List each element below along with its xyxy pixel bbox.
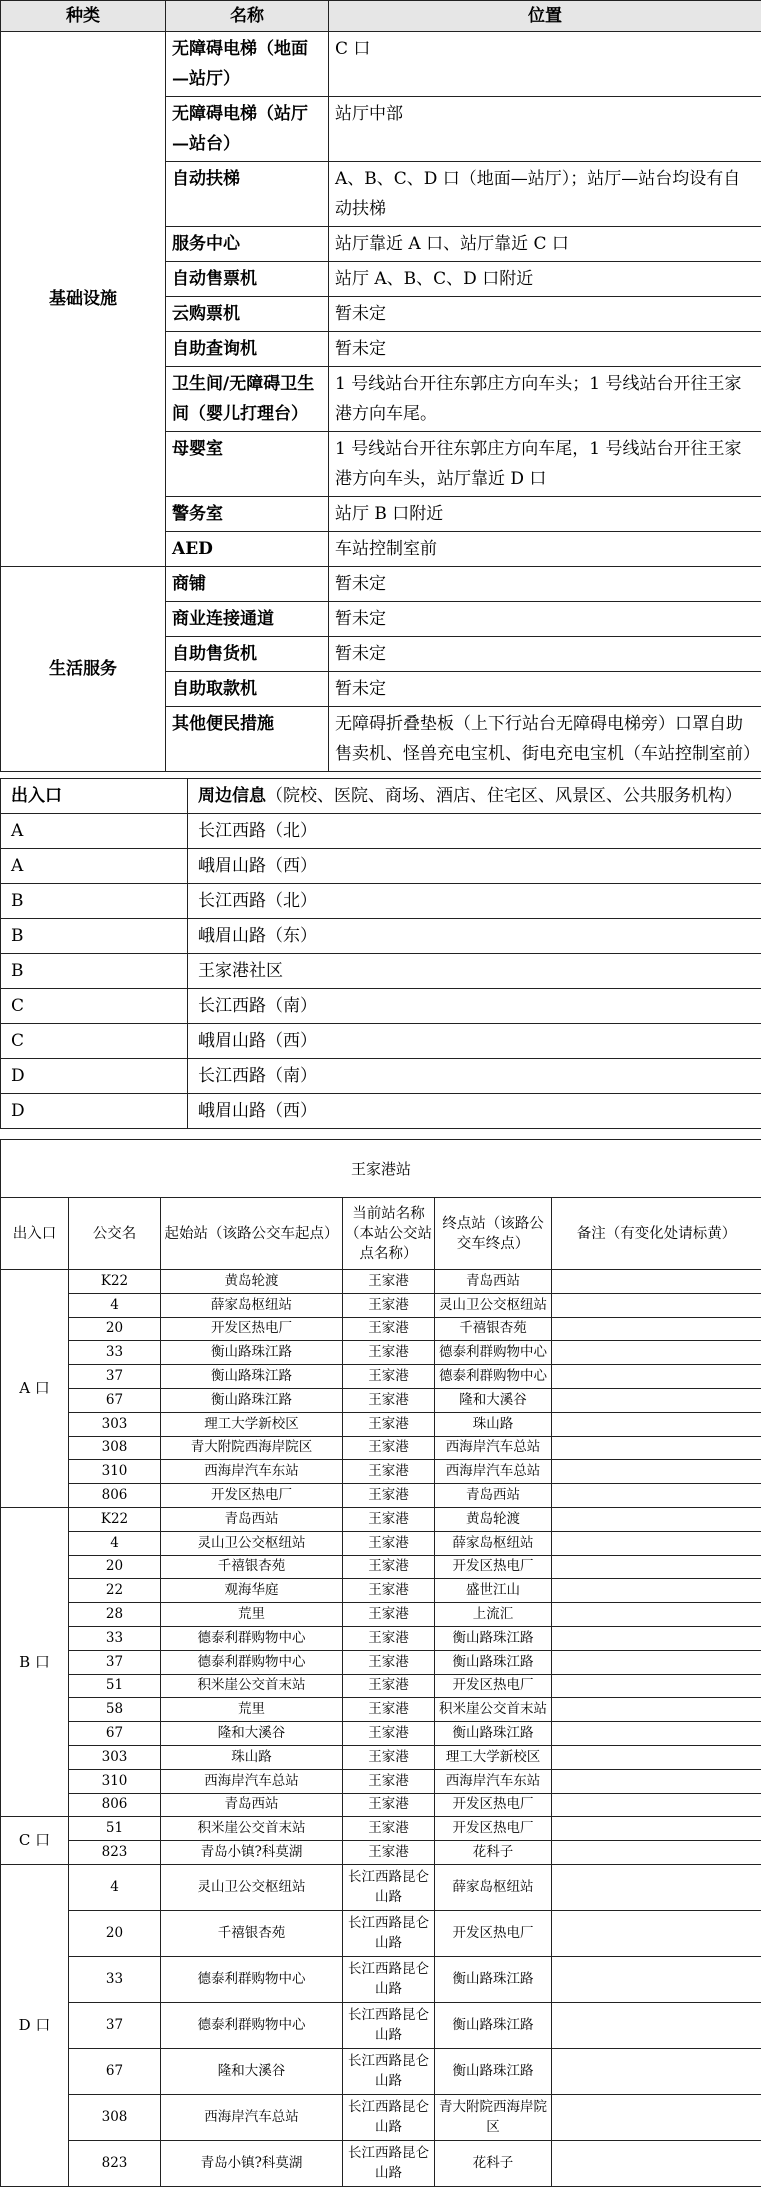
surroundings-exit: B xyxy=(1,919,188,954)
bus-line: 67 xyxy=(69,2048,161,2094)
bus-end: 盛世江山 xyxy=(435,1579,552,1603)
bus-row xyxy=(1,1698,761,1722)
bus-note xyxy=(552,1484,761,1508)
surroundings-info: 峨眉山路（西） xyxy=(188,1094,761,1129)
header-name: 名称 xyxy=(166,1,329,32)
bus-current: 王家港 xyxy=(343,1769,435,1793)
bus-current: 王家港 xyxy=(343,1341,435,1365)
bus-row xyxy=(1,2140,761,2186)
bus-line: 4 xyxy=(69,1864,161,1910)
bus-exit: C 口 xyxy=(1,1817,69,1865)
bus-row xyxy=(1,1270,761,1294)
bus-line: 308 xyxy=(69,2094,161,2140)
surroundings-row xyxy=(1,849,761,884)
surroundings-row xyxy=(1,1059,761,1094)
bus-exit: B 口 xyxy=(1,1507,69,1816)
facility-location: 站厅 A、B、C、D 口附近 xyxy=(329,262,761,297)
bus-start: 黄岛轮渡 xyxy=(161,1270,343,1294)
surroundings-table xyxy=(0,778,761,1129)
bus-start: 青岛西站 xyxy=(161,1793,343,1817)
facility-row xyxy=(1,32,761,97)
surroundings-info: 峨眉山路（东） xyxy=(188,919,761,954)
bus-row xyxy=(1,1484,761,1508)
bus-current: 王家港 xyxy=(343,1436,435,1460)
bus-row xyxy=(1,1365,761,1389)
facility-name: 其他便民措施 xyxy=(166,707,329,772)
surroundings-row xyxy=(1,989,761,1024)
bus-row xyxy=(1,1674,761,1698)
bus-end: 衡山路珠江路 xyxy=(435,2002,552,2048)
bus-end: 青岛西站 xyxy=(435,1484,552,1508)
bus-start: 珠山路 xyxy=(161,1745,343,1769)
bus-line: 37 xyxy=(69,2002,161,2048)
header-info xyxy=(188,779,761,814)
bus-end: 开发区热电厂 xyxy=(435,1817,552,1841)
bus-row xyxy=(1,1388,761,1412)
bus-line: 33 xyxy=(69,1956,161,2002)
bus-row xyxy=(1,1793,761,1817)
bus-current: 王家港 xyxy=(343,1555,435,1579)
bus-note xyxy=(552,2094,761,2140)
bus-note xyxy=(552,1793,761,1817)
surroundings-row xyxy=(1,954,761,989)
surroundings-info: 长江西路（北） xyxy=(188,814,761,849)
facility-location: 无障碍折叠垫板（上下行站台无障碍电梯旁）口罩自助售卖机、怪兽充电宝机、街电充电宝机（车站控制室前） xyxy=(329,707,761,772)
bus-start: 荒里 xyxy=(161,1698,343,1722)
bus-end: 花科子 xyxy=(435,1841,552,1865)
bus-start: 青岛西站 xyxy=(161,1507,343,1531)
bus-start: 青岛小镇?科莫湖 xyxy=(161,1841,343,1865)
surroundings-exit: A xyxy=(1,849,188,884)
facility-location: 暂未定 xyxy=(329,297,761,332)
bus-start: 千禧银杏苑 xyxy=(161,1555,343,1579)
bus-row xyxy=(1,1956,761,2002)
surroundings-exit: C xyxy=(1,989,188,1024)
bus-note xyxy=(552,2140,761,2186)
facilities-table xyxy=(0,0,761,772)
bus-note xyxy=(552,1436,761,1460)
bus-row xyxy=(1,1841,761,1865)
bus-start: 观海华庭 xyxy=(161,1579,343,1603)
bus-end: 西海岸汽车东站 xyxy=(435,1769,552,1793)
bus-row xyxy=(1,1555,761,1579)
bus-current: 王家港 xyxy=(343,1674,435,1698)
bus-row xyxy=(1,1579,761,1603)
surroundings-exit: C xyxy=(1,1024,188,1059)
bus-row xyxy=(1,1341,761,1365)
surroundings-info: 长江西路（南） xyxy=(188,989,761,1024)
bus-start: 青岛小镇?科莫湖 xyxy=(161,2140,343,2186)
bus-row xyxy=(1,1507,761,1531)
header-info-title: 周边信息 xyxy=(198,786,266,806)
bus-current: 王家港 xyxy=(343,1484,435,1508)
bus-current: 长江西路昆仑山路 xyxy=(343,2094,435,2140)
bus-start: 西海岸汽车总站 xyxy=(161,1769,343,1793)
bus-end: 青岛西站 xyxy=(435,1270,552,1294)
bus-note xyxy=(552,1769,761,1793)
facility-name: 服务中心 xyxy=(166,227,329,262)
facility-name: 自助查询机 xyxy=(166,332,329,367)
bus-line: 823 xyxy=(69,1841,161,1865)
bus-note xyxy=(552,1722,761,1746)
bus-header-exit: 出入口 xyxy=(1,1198,69,1270)
bus-start: 衡山路珠江路 xyxy=(161,1341,343,1365)
bus-start: 灵山卫公交枢纽站 xyxy=(161,1864,343,1910)
bus-end: 青大附院西海岸院区 xyxy=(435,2094,552,2140)
header-category: 种类 xyxy=(1,1,166,32)
bus-row xyxy=(1,1769,761,1793)
facility-name: 无障碍电梯（地面—站厅） xyxy=(166,32,329,97)
facility-location: 车站控制室前 xyxy=(329,532,761,567)
bus-start: 德泰利群购物中心 xyxy=(161,1650,343,1674)
bus-header-end: 终点站（该路公交车终点） xyxy=(435,1198,552,1270)
bus-row xyxy=(1,2048,761,2094)
facility-name: 母婴室 xyxy=(166,432,329,497)
bus-end: 西海岸汽车总站 xyxy=(435,1460,552,1484)
bus-note xyxy=(552,1388,761,1412)
bus-start: 衡山路珠江路 xyxy=(161,1388,343,1412)
facility-name: 云购票机 xyxy=(166,297,329,332)
bus-start: 理工大学新校区 xyxy=(161,1412,343,1436)
facility-name: 自助取款机 xyxy=(166,672,329,707)
surroundings-row xyxy=(1,814,761,849)
bus-row xyxy=(1,1817,761,1841)
bus-current: 王家港 xyxy=(343,1507,435,1531)
bus-line: 22 xyxy=(69,1579,161,1603)
bus-current: 长江西路昆仑山路 xyxy=(343,2140,435,2186)
bus-start: 隆和大溪谷 xyxy=(161,2048,343,2094)
bus-line: 33 xyxy=(69,1626,161,1650)
bus-start: 开发区热电厂 xyxy=(161,1317,343,1341)
surroundings-info: 峨眉山路（西） xyxy=(188,849,761,884)
bus-end: 黄岛轮渡 xyxy=(435,1507,552,1531)
bus-line: 806 xyxy=(69,1793,161,1817)
facility-name: 商铺 xyxy=(166,567,329,602)
bus-end: 灵山卫公交枢纽站 xyxy=(435,1293,552,1317)
bus-row xyxy=(1,1864,761,1910)
bus-note xyxy=(552,1603,761,1627)
bus-current: 王家港 xyxy=(343,1317,435,1341)
bus-line: 20 xyxy=(69,1317,161,1341)
bus-note xyxy=(552,1365,761,1389)
bus-line: 4 xyxy=(69,1293,161,1317)
bus-line: 33 xyxy=(69,1341,161,1365)
bus-row xyxy=(1,1436,761,1460)
bus-end: 千禧银杏苑 xyxy=(435,1317,552,1341)
bus-start: 青大附院西海岸院区 xyxy=(161,1436,343,1460)
header-exit: 出入口 xyxy=(1,779,188,814)
bus-line: 58 xyxy=(69,1698,161,1722)
bus-row xyxy=(1,1626,761,1650)
bus-current: 王家港 xyxy=(343,1745,435,1769)
bus-line: 303 xyxy=(69,1745,161,1769)
surroundings-info: 王家港社区 xyxy=(188,954,761,989)
bus-note xyxy=(552,1841,761,1865)
bus-start: 开发区热电厂 xyxy=(161,1484,343,1508)
bus-current: 王家港 xyxy=(343,1603,435,1627)
bus-line: K22 xyxy=(69,1507,161,1531)
facility-category: 基础设施 xyxy=(1,32,166,567)
bus-note xyxy=(552,1531,761,1555)
surroundings-exit: D xyxy=(1,1094,188,1129)
bus-current: 长江西路昆仑山路 xyxy=(343,1910,435,1956)
facility-name: 自助售货机 xyxy=(166,637,329,672)
facility-name: 卫生间/无障碍卫生间（婴儿打理台） xyxy=(166,367,329,432)
bus-note xyxy=(552,1745,761,1769)
bus-note xyxy=(552,1698,761,1722)
bus-note xyxy=(552,1674,761,1698)
bus-row xyxy=(1,1293,761,1317)
facility-row xyxy=(1,567,761,602)
bus-line: 37 xyxy=(69,1365,161,1389)
bus-start: 西海岸汽车总站 xyxy=(161,2094,343,2140)
bus-end: 隆和大溪谷 xyxy=(435,1388,552,1412)
bus-current: 王家港 xyxy=(343,1270,435,1294)
header-info-sub: （院校、医院、商场、酒店、住宅区、风景区、公共服务机构） xyxy=(266,786,742,806)
bus-current: 王家港 xyxy=(343,1626,435,1650)
bus-line: 67 xyxy=(69,1722,161,1746)
bus-line: 823 xyxy=(69,2140,161,2186)
facility-location: A、B、C、D 口（地面—站厅）；站厅—站台均设有自动扶梯 xyxy=(329,162,761,227)
bus-end: 开发区热电厂 xyxy=(435,1910,552,1956)
surroundings-info: 峨眉山路（西） xyxy=(188,1024,761,1059)
facility-location: 1 号线站台开往东郭庄方向车头；1 号线站台开往王家港方向车尾。 xyxy=(329,367,761,432)
bus-row xyxy=(1,1910,761,1956)
facility-name: 自动扶梯 xyxy=(166,162,329,227)
bus-row xyxy=(1,1460,761,1484)
bus-note xyxy=(552,1956,761,2002)
surroundings-row xyxy=(1,919,761,954)
surroundings-row xyxy=(1,1094,761,1129)
bus-note xyxy=(552,1412,761,1436)
surroundings-exit: D xyxy=(1,1059,188,1094)
bus-note xyxy=(552,1910,761,1956)
bus-line: 308 xyxy=(69,1436,161,1460)
facility-location: 站厅中部 xyxy=(329,97,761,162)
facility-name: 警务室 xyxy=(166,497,329,532)
bus-start: 薛家岛枢纽站 xyxy=(161,1293,343,1317)
surroundings-row xyxy=(1,1024,761,1059)
bus-note xyxy=(552,1507,761,1531)
bus-start: 西海岸汽车东站 xyxy=(161,1460,343,1484)
bus-start: 德泰利群购物中心 xyxy=(161,1626,343,1650)
bus-exit: D 口 xyxy=(1,1864,69,2186)
bus-table-title: 王家港站 xyxy=(1,1140,761,1198)
bus-note xyxy=(552,1341,761,1365)
bus-exit: A 口 xyxy=(1,1270,69,1508)
bus-note xyxy=(552,1270,761,1294)
bus-header-start: 起始站（该路公交车起点） xyxy=(161,1198,343,1270)
bus-line: 51 xyxy=(69,1817,161,1841)
bus-current: 王家港 xyxy=(343,1460,435,1484)
facility-name: AED xyxy=(166,532,329,567)
header-location: 位置 xyxy=(329,1,761,32)
bus-current: 王家港 xyxy=(343,1793,435,1817)
facility-name: 无障碍电梯（站厅—站台） xyxy=(166,97,329,162)
bus-row xyxy=(1,2094,761,2140)
bus-line: 20 xyxy=(69,1910,161,1956)
bus-row xyxy=(1,1603,761,1627)
bus-start: 荒里 xyxy=(161,1603,343,1627)
bus-note xyxy=(552,1293,761,1317)
bus-note xyxy=(552,2002,761,2048)
bus-start: 积米崖公交首末站 xyxy=(161,1674,343,1698)
bus-current: 长江西路昆仑山路 xyxy=(343,2002,435,2048)
facility-name: 商业连接通道 xyxy=(166,602,329,637)
bus-note xyxy=(552,1817,761,1841)
bus-current: 王家港 xyxy=(343,1650,435,1674)
bus-end: 开发区热电厂 xyxy=(435,1674,552,1698)
facility-category: 生活服务 xyxy=(1,567,166,772)
bus-line: 67 xyxy=(69,1388,161,1412)
bus-current: 王家港 xyxy=(343,1388,435,1412)
bus-row xyxy=(1,1745,761,1769)
bus-start: 衡山路珠江路 xyxy=(161,1365,343,1389)
bus-current: 王家港 xyxy=(343,1293,435,1317)
surroundings-row xyxy=(1,884,761,919)
facility-location: 暂未定 xyxy=(329,672,761,707)
bus-line: 51 xyxy=(69,1674,161,1698)
bus-line: 20 xyxy=(69,1555,161,1579)
bus-row xyxy=(1,1531,761,1555)
bus-line: 37 xyxy=(69,1650,161,1674)
bus-end: 花科子 xyxy=(435,2140,552,2186)
bus-end: 薛家岛枢纽站 xyxy=(435,1864,552,1910)
bus-current: 长江西路昆仑山路 xyxy=(343,1956,435,2002)
bus-start: 千禧银杏苑 xyxy=(161,1910,343,1956)
bus-end: 薛家岛枢纽站 xyxy=(435,1531,552,1555)
surroundings-info: 长江西路（北） xyxy=(188,884,761,919)
bus-header-row xyxy=(1,1198,761,1270)
bus-current: 王家港 xyxy=(343,1817,435,1841)
bus-row xyxy=(1,2002,761,2048)
bus-current: 长江西路昆仑山路 xyxy=(343,1864,435,1910)
bus-current: 王家港 xyxy=(343,1531,435,1555)
bus-note xyxy=(552,1650,761,1674)
bus-current: 王家港 xyxy=(343,1722,435,1746)
surroundings-exit: B xyxy=(1,884,188,919)
bus-header-note: 备注（有变化处请标黄） xyxy=(552,1198,761,1270)
bus-header-line: 公交名 xyxy=(69,1198,161,1270)
bus-note xyxy=(552,1579,761,1603)
bus-end: 开发区热电厂 xyxy=(435,1555,552,1579)
bus-note xyxy=(552,1626,761,1650)
bus-end: 衡山路珠江路 xyxy=(435,1722,552,1746)
bus-note xyxy=(552,2048,761,2094)
bus-end: 理工大学新校区 xyxy=(435,1745,552,1769)
bus-line: K22 xyxy=(69,1270,161,1294)
bus-note xyxy=(552,1317,761,1341)
bus-current: 王家港 xyxy=(343,1579,435,1603)
facilities-header-row xyxy=(1,1,761,32)
bus-end: 德泰利群购物中心 xyxy=(435,1341,552,1365)
bus-current: 王家港 xyxy=(343,1412,435,1436)
bus-start: 灵山卫公交枢纽站 xyxy=(161,1531,343,1555)
bus-end: 开发区热电厂 xyxy=(435,1793,552,1817)
surroundings-header-row xyxy=(1,779,761,814)
bus-row xyxy=(1,1412,761,1436)
bus-end: 西海岸汽车总站 xyxy=(435,1436,552,1460)
facility-location: 站厅靠近 A 口、站厅靠近 C 口 xyxy=(329,227,761,262)
facility-location: 站厅 B 口附近 xyxy=(329,497,761,532)
bus-note xyxy=(552,1555,761,1579)
bus-note xyxy=(552,1460,761,1484)
bus-current: 王家港 xyxy=(343,1698,435,1722)
bus-line: 303 xyxy=(69,1412,161,1436)
facility-location: 暂未定 xyxy=(329,567,761,602)
bus-title-row xyxy=(1,1140,761,1198)
bus-line: 28 xyxy=(69,1603,161,1627)
bus-end: 衡山路珠江路 xyxy=(435,1956,552,2002)
surroundings-exit: B xyxy=(1,954,188,989)
facility-name: 自动售票机 xyxy=(166,262,329,297)
bus-end: 珠山路 xyxy=(435,1412,552,1436)
bus-current: 长江西路昆仑山路 xyxy=(343,2048,435,2094)
facility-location: C 口 xyxy=(329,32,761,97)
facility-location: 暂未定 xyxy=(329,637,761,672)
bus-line: 4 xyxy=(69,1531,161,1555)
facility-location: 1 号线站台开往东郭庄方向车尾，1 号线站台开往王家港方向车头，站厅靠近 D 口 xyxy=(329,432,761,497)
bus-end: 上流汇 xyxy=(435,1603,552,1627)
facility-location: 暂未定 xyxy=(329,332,761,367)
bus-end: 衡山路珠江路 xyxy=(435,1626,552,1650)
bus-row xyxy=(1,1722,761,1746)
surroundings-exit: A xyxy=(1,814,188,849)
bus-line: 310 xyxy=(69,1460,161,1484)
bus-header-current: 当前站名称（本站公交站点名称） xyxy=(343,1198,435,1270)
bus-line: 806 xyxy=(69,1484,161,1508)
bus-start: 德泰利群购物中心 xyxy=(161,2002,343,2048)
bus-end: 德泰利群购物中心 xyxy=(435,1365,552,1389)
bus-note xyxy=(552,1864,761,1910)
bus-end: 衡山路珠江路 xyxy=(435,2048,552,2094)
bus-end: 积米崖公交首末站 xyxy=(435,1698,552,1722)
bus-start: 积米崖公交首末站 xyxy=(161,1817,343,1841)
bus-current: 王家港 xyxy=(343,1841,435,1865)
bus-row xyxy=(1,1650,761,1674)
bus-start: 隆和大溪谷 xyxy=(161,1722,343,1746)
bus-table xyxy=(0,1139,761,2187)
bus-current: 王家港 xyxy=(343,1365,435,1389)
facility-location: 暂未定 xyxy=(329,602,761,637)
surroundings-info: 长江西路（南） xyxy=(188,1059,761,1094)
bus-line: 310 xyxy=(69,1769,161,1793)
bus-row xyxy=(1,1317,761,1341)
bus-start: 德泰利群购物中心 xyxy=(161,1956,343,2002)
bus-end: 衡山路珠江路 xyxy=(435,1650,552,1674)
